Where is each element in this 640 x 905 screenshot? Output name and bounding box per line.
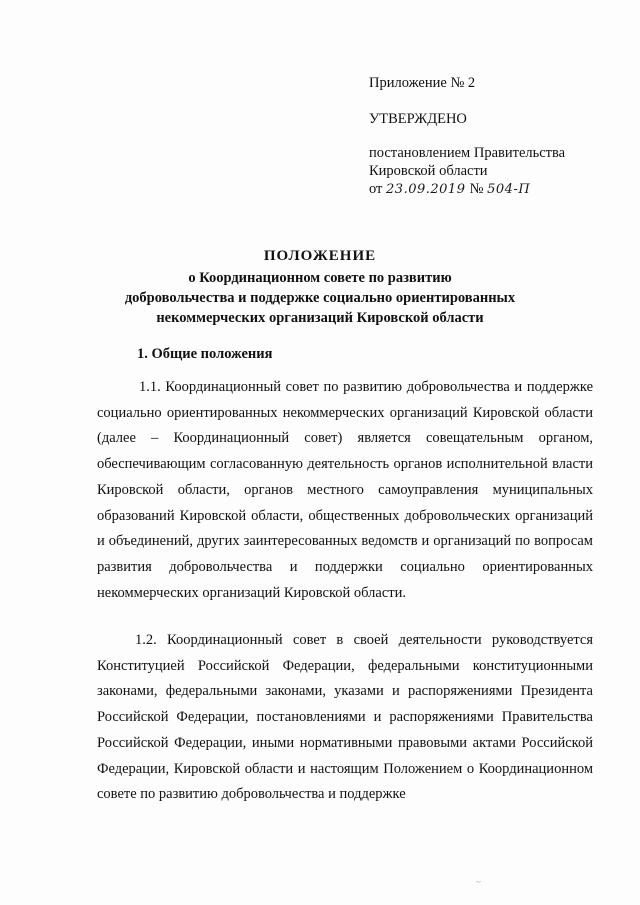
handwritten-date: 23.09.2019	[386, 182, 466, 197]
document-subtitle	[0, 268, 640, 328]
section-heading: 1. Общие положения	[137, 346, 273, 362]
date-prefix: от	[369, 181, 383, 197]
subtitle-line1: о Координационном совете по развитию	[188, 270, 452, 286]
appendix-label: Приложение № 2	[369, 75, 476, 91]
number-prefix: №	[469, 181, 484, 197]
date-number-line	[369, 180, 565, 199]
footer-mark: ~	[476, 877, 481, 887]
paragraph-1-1	[97, 375, 593, 606]
subtitle-line3: некоммерческих организаций Кировской области	[156, 310, 484, 326]
paragraph-1-1-text: 1.1. Координационный совет по развитию добровольчества и поддержке социально ориентированных некоммерческих организаций Кировской области (далее – Координационный совет) является совещательным органом, обеспечивающим согласованную деятельность органов исполнительной власти Кировской области, органов местного самоуправления муниципальных образований Кировской области, общественных добровольческих организаций и объединений, других заинтересованных ведомств и организаций по вопросам развития добровольчества и поддержки социально ориентированных некоммерческих организаций Кировской области.	[97, 379, 593, 601]
approved-label: УТВЕРЖДЕНО	[369, 111, 467, 127]
subtitle-line2: добровольчества и поддержке социально ориентированных	[124, 290, 516, 306]
approval-stamp-block	[369, 74, 565, 199]
paragraph-1-2-text: 1.2. Координационный совет в своей деятельности руководствуется Конституцией Российской Федерации, федеральными конституционными законами, федеральными законами, указами и распоряжениями Президента Российской Федерации, постановлениями и распоряжениями Правительства Российской Федерации, иными нормативными правовыми актами Российской Федерации, Кировской области и настоящим Положением о Координационном совете по развитию добровольчества и поддержке	[97, 632, 593, 803]
resolution-line2: Кировской области	[369, 163, 488, 179]
document-title: ПОЛОЖЕНИЕ	[263, 248, 377, 264]
handwritten-number: 504-П	[487, 182, 531, 197]
resolution-line1: постановлением Правительства	[369, 145, 566, 161]
paragraph-1-2	[97, 628, 593, 808]
